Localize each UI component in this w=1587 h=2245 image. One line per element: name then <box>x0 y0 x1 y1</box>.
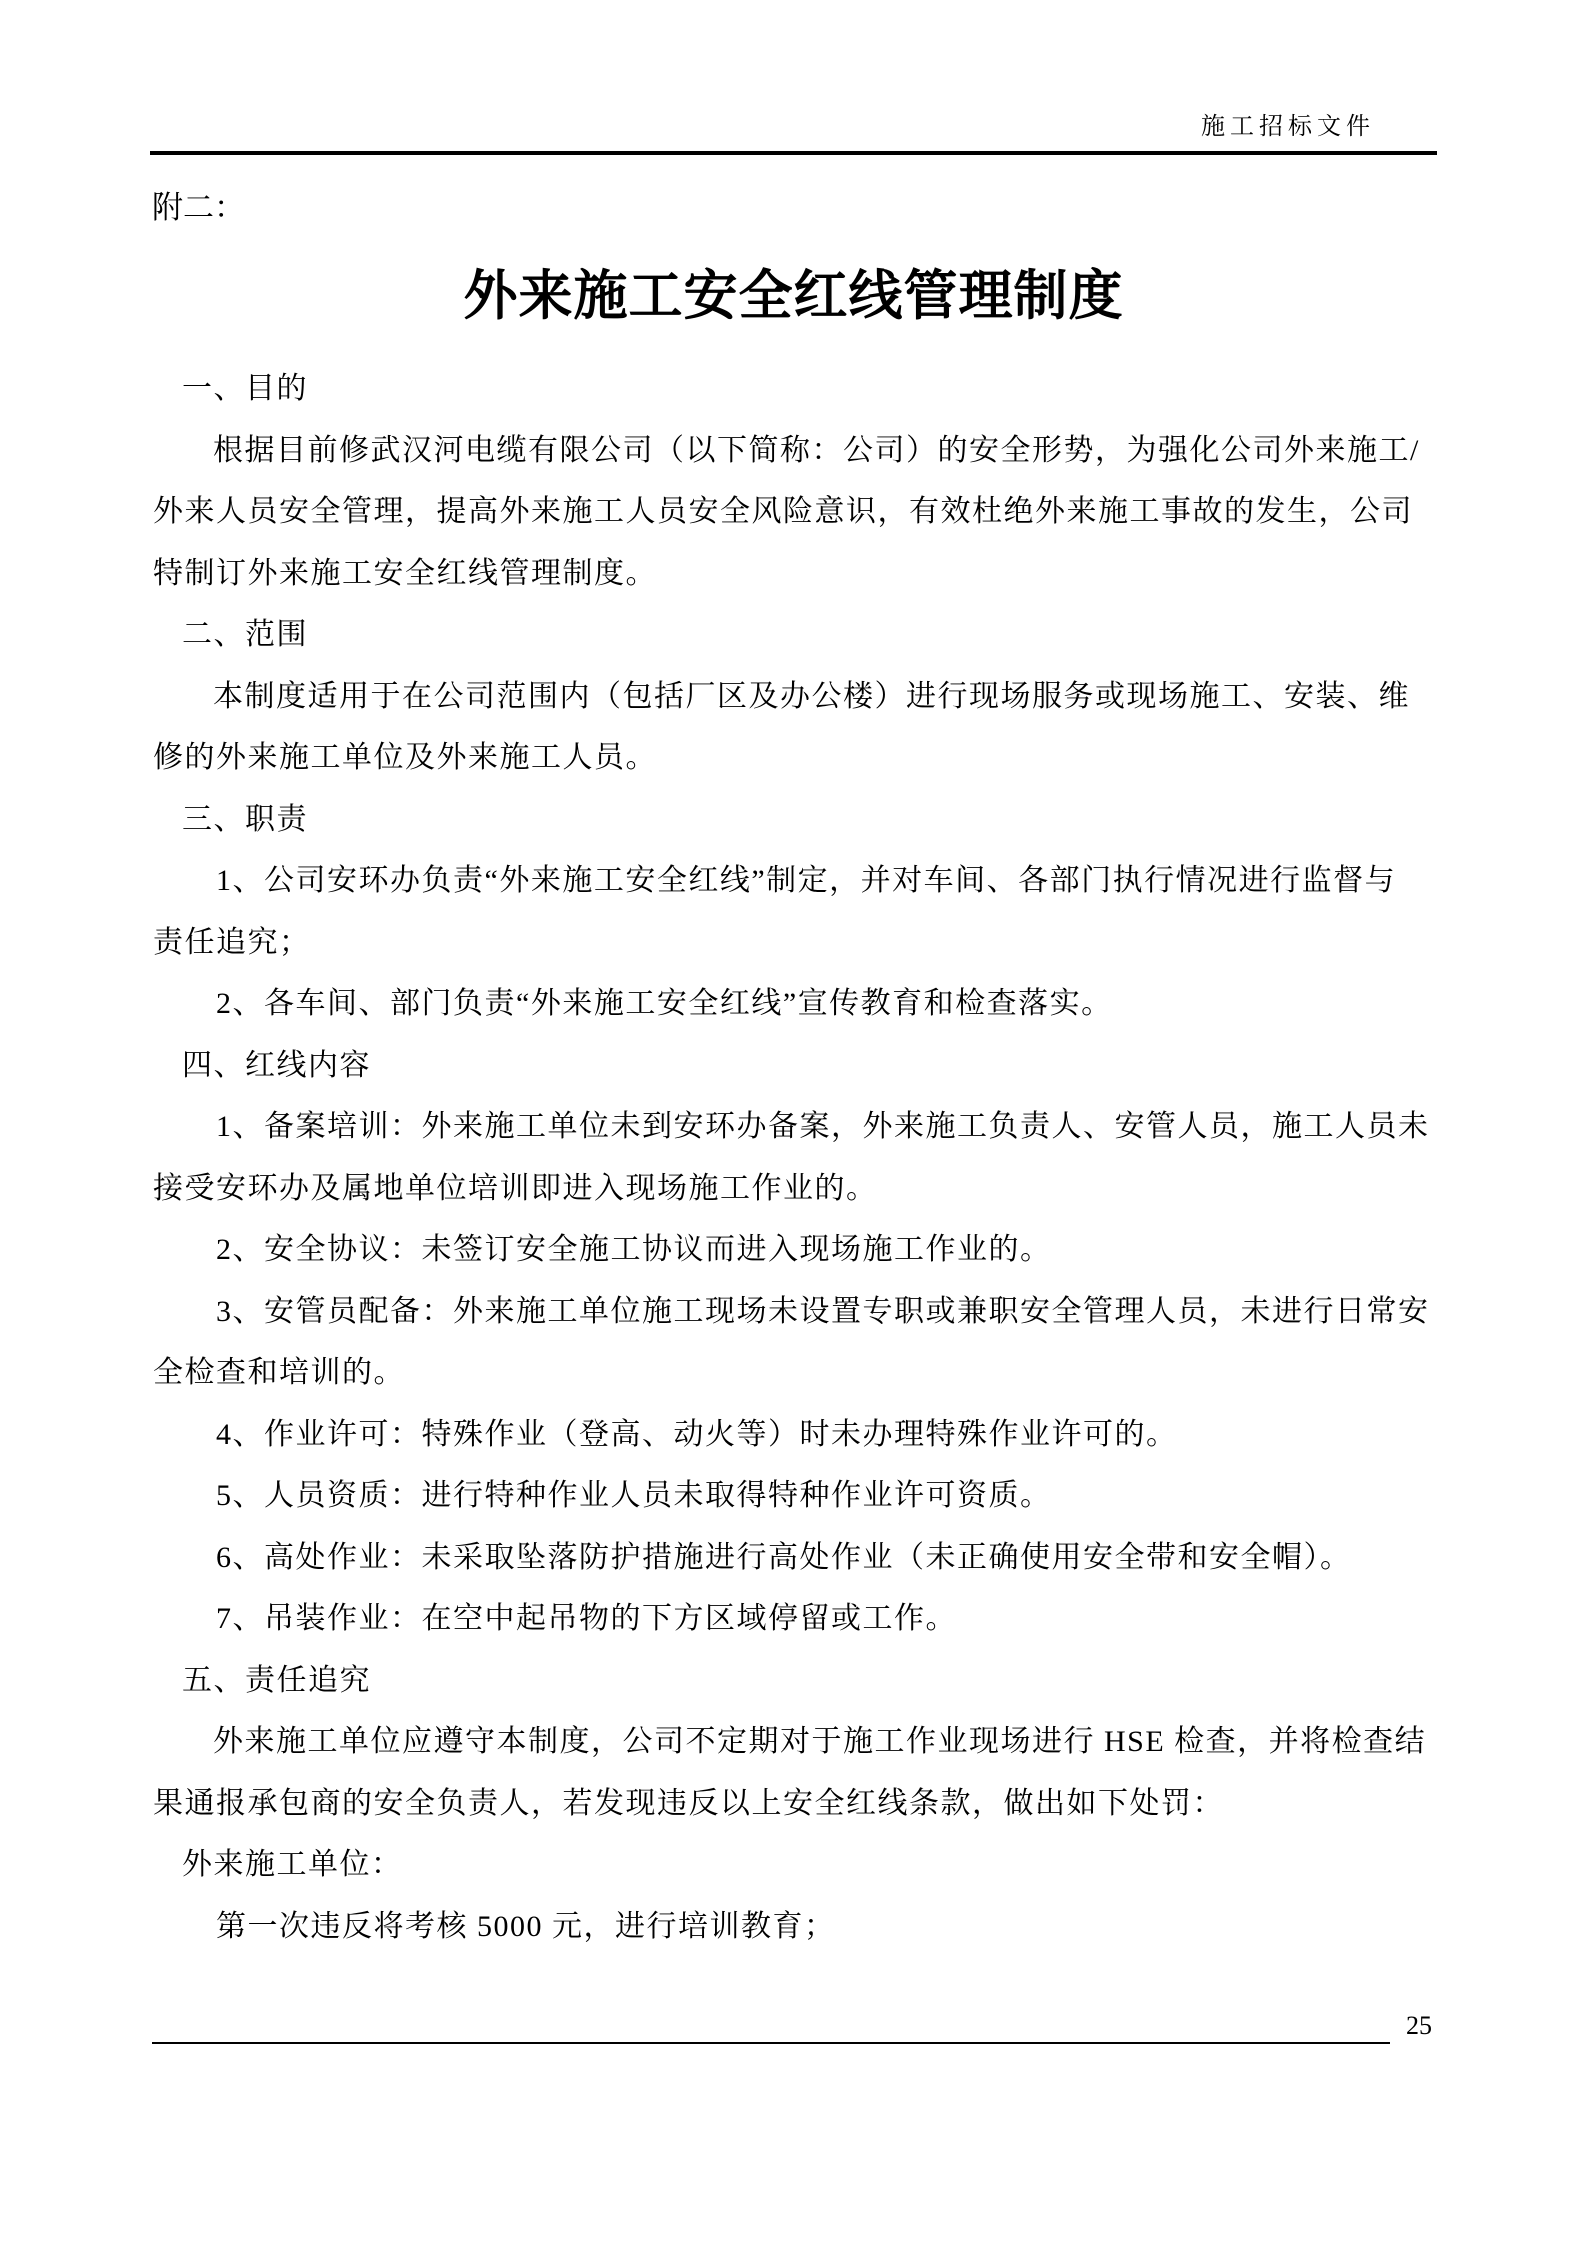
body-line: 5、人员资质：进行特种作业人员未取得特种作业许可资质。 <box>216 1479 1052 1512</box>
body-line: 外来施工单位： <box>182 1848 403 1881</box>
document-title: 外来施工安全红线管理制度 <box>463 266 1124 326</box>
document-body <box>153 358 1483 1957</box>
body-line: 1、备案培训：外来施工单位未到安环办备案，外来施工负责人、安管人员，施工人员未 <box>216 1110 1430 1143</box>
header-rule <box>150 151 1437 155</box>
body-line: 责任追究； <box>153 925 311 959</box>
body-line: 本制度适用于在公司范围内（包括厂区及办公楼）进行现场服务或现场施工、安装、维 <box>213 679 1410 713</box>
body-line: 四、红线内容 <box>182 1048 371 1082</box>
body-line: 根据目前修武汉河电缆有限公司（以下简称：公司）的安全形势，为强化公司外来施工/ <box>213 433 1420 467</box>
body-line: 全检查和培训的。 <box>153 1356 405 1389</box>
body-line: 6、高处作业：未采取坠落防护措施进行高处作业（未正确使用安全带和安全帽）。 <box>216 1540 1352 1574</box>
body-line: 二、范围 <box>182 618 308 651</box>
body-line: 果通报承包商的安全负责人，若发现违反以上安全红线条款，做出如下处罚： <box>153 1786 1224 1820</box>
header-doc-type-label: 施工招标文件 <box>1201 114 1375 140</box>
body-line: 4、作业许可：特殊作业（登高、动火等）时未办理特殊作业许可的。 <box>216 1417 1178 1451</box>
page-number: 25 <box>1406 2011 1432 2040</box>
body-line: 五、责任追究 <box>182 1663 371 1697</box>
footer-rule <box>152 2042 1390 2044</box>
body-line: 修的外来施工单位及外来施工人员。 <box>153 741 657 774</box>
body-line: 接受安环办及属地单位培训即进入现场施工作业的。 <box>153 1171 878 1205</box>
body-line: 7、吊装作业：在空中起吊物的下方区域停留或工作。 <box>216 1602 957 1635</box>
body-line: 1、公司安环办负责“外来施工安全红线”制定，并对车间、各部门执行情况进行监督与 <box>216 864 1397 897</box>
body-line: 2、各车间、部门负责“外来施工安全红线”宣传教育和检查落实。 <box>216 987 1113 1020</box>
body-line: 特制订外来施工安全红线管理制度。 <box>153 556 657 590</box>
body-line: 第一次违反将考核 5000 元，进行培训教育； <box>216 1909 836 1943</box>
body-line: 外来人员安全管理，提高外来施工人员安全风险意识，有效杜绝外来施工事故的发生，公司 <box>153 495 1413 528</box>
body-line: 3、安管员配备：外来施工单位施工现场未设置专职或兼职安全管理人员，未进行日常安 <box>216 1294 1430 1328</box>
attachment-label: 附二： <box>152 190 245 225</box>
body-line: 2、安全协议：未签订安全施工协议而进入现场施工作业的。 <box>216 1233 1052 1266</box>
body-line: 外来施工单位应遵守本制度，公司不定期对于施工作业现场进行 HSE 检查，并将检查结 <box>213 1725 1427 1758</box>
body-line: 三、职责 <box>182 802 308 836</box>
body-line: 一、目的 <box>182 372 308 405</box>
